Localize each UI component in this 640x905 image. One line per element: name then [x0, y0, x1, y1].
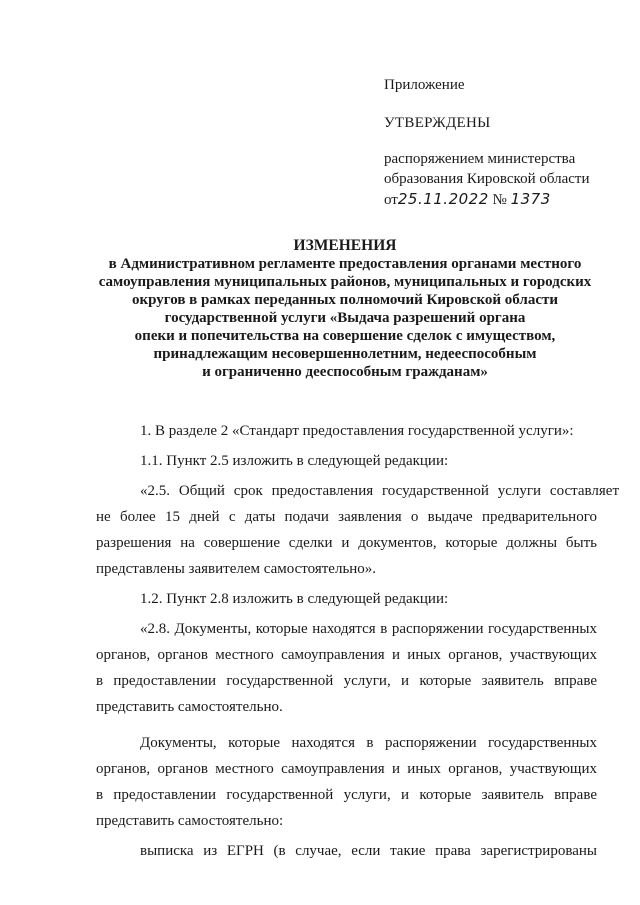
- paragraph-line: представить самостоятельно.: [96, 699, 283, 715]
- paragraph-line: «2.5. Общий срок предоставления государственной услуги составляет: [140, 483, 619, 499]
- paragraph-documents: [96, 730, 597, 834]
- title-line: государственной услуги «Выдача разрешений органа: [164, 310, 526, 326]
- order-reference: [384, 149, 590, 210]
- document-body: [96, 418, 619, 864]
- paragraph-section-2: 1. В разделе 2 «Стандарт предоставления государственной услуги»:: [140, 423, 574, 439]
- paragraph-line: представлены заявителем самостоятельно».: [96, 561, 377, 577]
- appendix-label: Приложение: [384, 77, 465, 93]
- title-line: округов в рамках переданных полномочий Кировской области: [131, 292, 559, 308]
- title-line: самоуправления муниципальных районов, муниципальных и городских: [98, 274, 592, 290]
- paragraph-line: Документы, которые находятся в распоряжении государственных: [140, 735, 597, 751]
- order-line-2: образования Кировской области: [384, 171, 590, 187]
- paragraph-1-1: 1.1. Пункт 2.5 изложить в следующей редакции:: [140, 453, 449, 469]
- paragraph-line: в предоставлении государственной услуги, и которые заявитель вправе: [96, 787, 597, 803]
- title-line: опеки и попечительства на совершение сделок с имуществом,: [134, 328, 556, 344]
- title-line: принадлежащим несовершеннолетним, недееспособным: [153, 346, 537, 362]
- paragraph-1-2: 1.2. Пункт 2.8 изложить в следующей редакции:: [140, 591, 449, 607]
- paragraph-line: в предоставлении государственной услуги, и которые заявитель вправе: [96, 673, 597, 689]
- title-line: в Административном регламенте предоставления органами местного: [108, 256, 582, 272]
- paragraph-2-5: [96, 478, 619, 582]
- paragraph-line: «2.8. Документы, которые находятся в распоряжении государственных: [140, 621, 597, 637]
- paragraph-line: органов, органов местного самоуправления и иных органов, участвующих: [96, 647, 597, 663]
- paragraph-line: разрешения на совершение сделки и документов, которые должны быть: [96, 535, 597, 551]
- paragraph-line: представить самостоятельно:: [96, 813, 284, 829]
- document-title: [85, 237, 605, 381]
- order-number-label: №: [492, 192, 507, 208]
- paragraph-2-8: [96, 616, 597, 720]
- order-line-1: распоряжением министерства: [384, 151, 576, 167]
- paragraph-egrn: выписка из ЕГРН (в случае, если такие права зарегистрированы: [140, 843, 597, 859]
- order-number-handwritten: 1373: [510, 190, 551, 208]
- order-line-3: [384, 189, 590, 210]
- paragraph-line: органов, органов местного самоуправления и иных органов, участвующих: [96, 761, 597, 777]
- order-date-handwritten: 25.11.2022: [397, 190, 489, 208]
- approved-label: УТВЕРЖДЕНЫ: [384, 115, 491, 131]
- order-prefix: от: [384, 192, 398, 208]
- paragraph-line: не более 15 дней с даты подачи заявления о выдаче предварительного: [96, 509, 597, 525]
- title-heading: ИЗМЕНЕНИЯ: [293, 237, 397, 254]
- title-line: и ограниченно дееспособным гражданам»: [202, 364, 488, 380]
